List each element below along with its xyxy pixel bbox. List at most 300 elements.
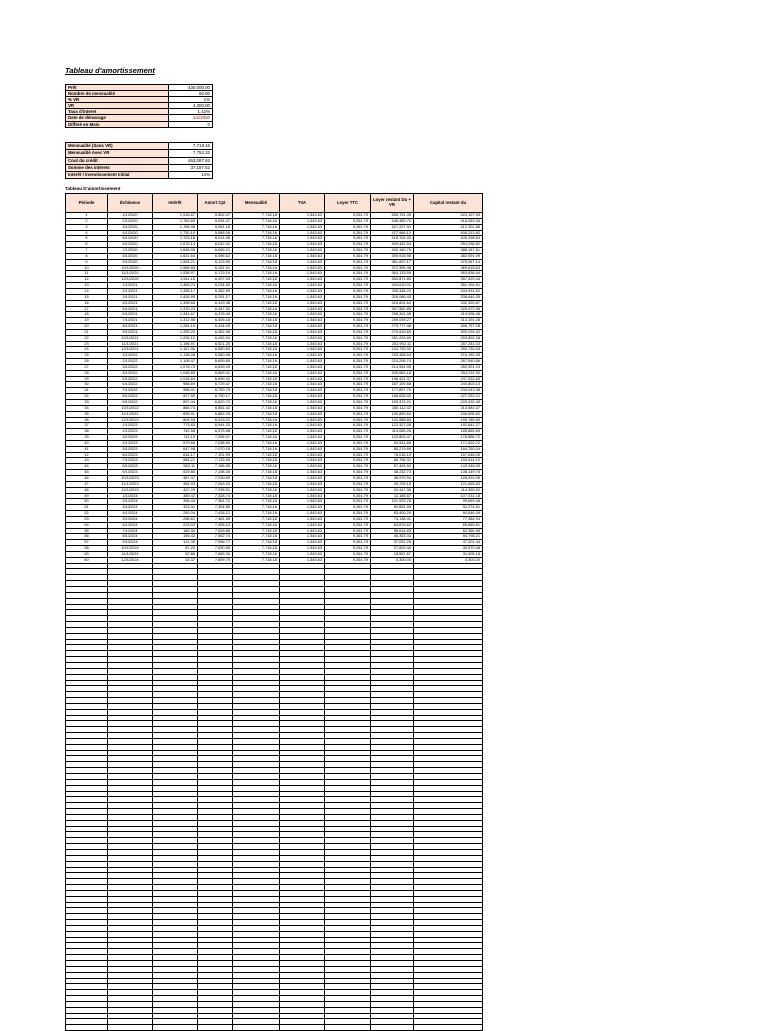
table-cell: 7,718.16 [233, 499, 280, 505]
table-cell: 2 [66, 218, 108, 224]
table-cell: 92,661.99 [371, 505, 414, 511]
table-cell: 1/1/2024 [108, 493, 153, 499]
table-cell: 2/1/2021 [108, 288, 153, 294]
table-cell: 1,543.63 [280, 224, 325, 230]
table-cell: 9,261.79 [325, 534, 371, 540]
table-cell: 9,261.79 [325, 370, 371, 376]
table-cell: 9,261.79 [325, 458, 371, 464]
table-cell: 121.39 [153, 540, 198, 546]
table-cell: 6,291.17 [198, 294, 233, 300]
table-cell: 9,261.79 [325, 528, 371, 534]
result-label: Mensualité (Sans VR) [66, 143, 169, 150]
table-cell: 10/1/2023 [108, 475, 153, 481]
table-cell: 958.41 [153, 388, 198, 394]
table-cell: 418,263.06 [414, 218, 483, 224]
table-cell: 1,676.14 [153, 242, 198, 248]
table-cell: 103,803.47 [371, 435, 414, 441]
table-cell: 1/1/2020 [108, 213, 153, 219]
table-cell: 9,261.79 [325, 364, 371, 370]
table-cell: 1,543.63 [280, 242, 325, 248]
table-cell: 10/1/2020 [108, 265, 153, 271]
table-cell: 7,038.50 [198, 440, 233, 446]
table-cell: 7,718.16 [233, 335, 280, 341]
table-cell: 290.04 [153, 511, 198, 517]
table-cell: 6,405.18 [198, 318, 233, 324]
table-cell: 18,567.67 [371, 551, 414, 557]
table-cell: 7,263.23 [198, 481, 233, 487]
table-cell: 9/1/2023 [108, 470, 153, 476]
table-cell: 92,274.61 [414, 505, 483, 511]
table-cell: 9,261.79 [325, 359, 371, 365]
table-cell: 20,447.36 [371, 487, 414, 493]
table-cell: 254,231.92 [414, 370, 483, 376]
table-cell: 143,348.05 [414, 464, 483, 470]
table-cell: 227,253.21 [414, 394, 483, 400]
table-cell: 7,718.16 [233, 347, 280, 353]
table-cell: 36 [66, 417, 108, 423]
table-cell: 64,876.62 [371, 522, 414, 528]
table-cell: 7,328.74 [198, 493, 233, 499]
table-cell: 7,718.16 [233, 388, 280, 394]
table-cell: 6,609.69 [198, 359, 233, 365]
table-cell: 66,756.31 [371, 458, 414, 464]
result-row [66, 172, 213, 179]
table-cell: 1,196.91 [153, 341, 198, 347]
table-cell: 7,718.16 [233, 300, 280, 306]
table-cell: 7,718.16 [233, 259, 280, 265]
result-value: 37,187.62 [169, 164, 213, 171]
table-cell: 4,300.00 [414, 557, 483, 563]
table-cell: 7,718.16 [233, 341, 280, 347]
table-cell: 83,400.20 [371, 511, 414, 517]
result-row [66, 157, 213, 164]
table-cell: 199,785.60 [414, 417, 483, 423]
table-cell: 1,543.63 [280, 405, 325, 411]
results-table [65, 142, 213, 179]
table-cell: 6,729.47 [198, 382, 233, 388]
table-cell: 87.20 [153, 546, 198, 552]
table-cell: 9,261.79 [325, 318, 371, 324]
table-cell: 12 [66, 277, 108, 283]
table-cell: 85,279.89 [371, 446, 414, 452]
table-cell: 37 [66, 423, 108, 429]
table-cell: 9,261.79 [325, 440, 371, 446]
result-value: 14% [169, 172, 213, 179]
table-cell: 16 [66, 300, 108, 306]
table-cell: 584.21 [153, 458, 198, 464]
table-cell: 363,636.44 [414, 271, 483, 277]
table-cell: 9,261.79 [325, 475, 371, 481]
amortization-subtitle: Tableau D'amortissement [65, 186, 121, 191]
table-cell: 7/1/2023 [108, 458, 153, 464]
table-cell: 24 [66, 347, 108, 353]
table-cell: 316,824.64 [371, 300, 414, 306]
table-cell: 38 [66, 429, 108, 435]
table-cell: 9,261.79 [325, 499, 371, 505]
table-cell: 7,718.16 [233, 283, 280, 289]
table-cell: 62,360.95 [414, 528, 483, 534]
empty-cell [414, 1025, 483, 1031]
table-cell: 1,284.16 [153, 324, 198, 330]
table-cell: 9,261.79 [325, 505, 371, 511]
table-cell: 6,096.52 [198, 253, 233, 259]
table-cell: 4/1/2022 [108, 370, 153, 376]
parameter-label: Nombre de mensualité [66, 91, 169, 97]
table-cell: 213,581.07 [414, 405, 483, 411]
table-cell: 927.99 [153, 394, 198, 400]
table-cell: 52 [66, 511, 108, 517]
table-cell: 279,777.48 [371, 324, 414, 330]
table-cell: 168,636.00 [371, 394, 414, 400]
table-cell: 44 [66, 464, 108, 470]
table-cell: 4/1/2024 [108, 511, 153, 517]
table-cell: 1,543.63 [280, 429, 325, 435]
table-cell: 220,432.49 [414, 400, 483, 406]
table-cell: 6,580.08 [198, 353, 233, 359]
table-cell: 326,086.43 [371, 294, 414, 300]
table-cell: 7/1/2024 [108, 528, 153, 534]
table-cell: 56 [66, 534, 108, 540]
table-cell: 406,313.82 [414, 230, 483, 236]
empty-cell [108, 1025, 153, 1031]
table-cell: 7,718.16 [233, 376, 280, 382]
table-cell: 6,975.58 [198, 429, 233, 435]
table-cell: 897.44 [153, 400, 198, 406]
table-cell: 9,261.79 [325, 248, 371, 254]
table-cell: 9,261.79 [325, 218, 371, 224]
result-value: 463,087.62 [169, 157, 213, 164]
table-cell: 59 [66, 551, 108, 557]
table-cell: 412,301.88 [414, 224, 483, 230]
table-cell: 7,718.16 [233, 236, 280, 242]
table-cell: 4,300.00 [371, 557, 414, 563]
table-cell: 164,750.04 [414, 446, 483, 452]
table-cell: 5,802.47 [198, 213, 233, 219]
table-cell: 6/1/2020 [108, 242, 153, 248]
table-cell: 9,261.79 [325, 522, 371, 528]
table-cell: 1,543.63 [280, 458, 325, 464]
table-cell: 189.30 [153, 528, 198, 534]
table-cell: 1,543.63 [280, 277, 325, 283]
parameters-table [65, 84, 213, 128]
table-cell: 223.03 [153, 522, 198, 528]
table-cell: 1,594.21 [153, 259, 198, 265]
table-cell: 247,532.60 [414, 376, 483, 382]
table-cell: 131,588.84 [371, 417, 414, 423]
empty-cell [233, 1025, 280, 1031]
table-cell: 2/1/2022 [108, 359, 153, 365]
parameter-value: 60.00 [169, 91, 213, 97]
table-cell: 409,442.54 [371, 242, 414, 248]
empty-cell [280, 1025, 325, 1031]
table-cell: 388,187.61 [414, 248, 483, 254]
table-cell: 1,543.63 [280, 318, 325, 324]
table-cell: 1,543.63 [280, 347, 325, 353]
table-cell: 7,718.16 [233, 528, 280, 534]
table-cell: 6,639.43 [198, 364, 233, 370]
table-cell: 7,665.30 [198, 551, 233, 557]
table-cell: 5/1/2022 [108, 376, 153, 382]
column-header: Intérêt [153, 194, 198, 213]
table-cell: 7,718.16 [233, 505, 280, 511]
table-cell: 1,426.99 [153, 294, 198, 300]
table-cell: 150,112.42 [371, 405, 414, 411]
table-cell: 15 [66, 294, 108, 300]
column-header: TVA [280, 194, 325, 213]
table-cell: 1,648.95 [153, 248, 198, 254]
table-cell: 9/1/2024 [108, 540, 153, 546]
table-cell: 6,790.17 [198, 394, 233, 400]
table-cell: 6,882.25 [198, 411, 233, 417]
table-cell: 35 [66, 411, 108, 417]
table-cell: 48,232.73 [371, 470, 414, 476]
table-cell: 3/1/2020 [108, 224, 153, 230]
table-cell: 54 [66, 522, 108, 528]
table-cell: 335,348.22 [371, 288, 414, 294]
table-cell: 29 [66, 376, 108, 382]
table-cell: 6,234.93 [198, 283, 233, 289]
table-cell: 177,897.79 [371, 388, 414, 394]
table-cell: 9,261.79 [325, 417, 371, 423]
table-cell: 1,543.63 [280, 493, 325, 499]
table-cell: 9/1/2022 [108, 400, 153, 406]
table-cell: 214,944.95 [371, 364, 414, 370]
table-cell: 9,261.79 [325, 347, 371, 353]
table-cell: 9,261.79 [325, 493, 371, 499]
table-cell: 363,133.59 [371, 271, 414, 277]
table-cell: 742.58 [153, 429, 198, 435]
table-cell: 1,543.63 [280, 283, 325, 289]
table-cell: 69,889.81 [414, 522, 483, 528]
table-cell: 9,261.79 [325, 394, 371, 400]
column-header: Période [66, 194, 108, 213]
table-cell: 6,669.31 [198, 370, 233, 376]
table-cell: 9,261.79 [325, 329, 371, 335]
table-cell: 46 [66, 475, 108, 481]
table-cell: 7,166.05 [198, 464, 233, 470]
table-cell: 1,543.63 [280, 230, 325, 236]
table-cell: 1,543.63 [280, 353, 325, 359]
result-row [66, 164, 213, 171]
table-cell: 1,167.56 [153, 347, 198, 353]
table-cell: 7,428.12 [198, 511, 233, 517]
table-cell: 6,123.95 [198, 259, 233, 265]
table-cell: 1,370.24 [153, 306, 198, 312]
table-cell: 1,543.63 [280, 312, 325, 318]
table-cell: 7,718.16 [233, 288, 280, 294]
table-cell: 8/1/2021 [108, 324, 153, 330]
table-cell: 9,261.79 [325, 481, 371, 487]
table-cell: 1,483.23 [153, 283, 198, 289]
table-cell: 1,543.63 [280, 236, 325, 242]
table-cell: 319,596.46 [414, 312, 483, 318]
table-cell: 76,018.10 [371, 452, 414, 458]
table-cell: 1,543.63 [280, 540, 325, 546]
table-cell: 7,133.95 [198, 458, 233, 464]
table-cell: 11/1/2020 [108, 271, 153, 277]
table-cell: 7,718.16 [233, 382, 280, 388]
table-cell: 45 [66, 470, 108, 476]
table-cell: 446,489.70 [371, 218, 414, 224]
column-header: Loyer TTC [325, 194, 371, 213]
table-cell: 6,014.98 [198, 236, 233, 242]
table-cell: 356.44 [153, 499, 198, 505]
table-cell: 9,261.79 [325, 405, 371, 411]
table-cell: 6,550.60 [198, 347, 233, 353]
table-cell: 427,966.12 [371, 230, 414, 236]
column-header: Échéance [108, 194, 153, 213]
table-cell: 1,312.98 [153, 318, 198, 324]
amortization-table [65, 193, 483, 1031]
table-cell: 424,197.53 [414, 213, 483, 219]
table-cell: 1,543.63 [280, 487, 325, 493]
table-cell: 7,718.16 [233, 458, 280, 464]
table-cell: 7,718.16 [233, 306, 280, 312]
table-cell: 7,718.16 [233, 253, 280, 259]
table-cell: 136,149.75 [414, 470, 483, 476]
table-cell: 1,543.63 [280, 534, 325, 540]
table-cell: 38,970.94 [371, 475, 414, 481]
table-cell: 94,541.68 [371, 440, 414, 446]
table-cell: 1,543.63 [280, 400, 325, 406]
table-cell: 7,718.16 [233, 353, 280, 359]
table-cell: 9,261.79 [325, 446, 371, 452]
table-cell: 251,992.11 [371, 341, 414, 347]
table-cell: 7,718.16 [233, 394, 280, 400]
table-cell: 1,730.10 [153, 230, 198, 236]
table-cell: 1,543.63 [280, 481, 325, 487]
table-cell: 9,261.79 [325, 551, 371, 557]
table-cell: 256.61 [153, 516, 198, 522]
table-cell: 519.86 [153, 470, 198, 476]
table-cell: 455,751.49 [371, 213, 414, 219]
table-cell: 1,756.98 [153, 224, 198, 230]
table-cell: 1,341.67 [153, 312, 198, 318]
table-cell: 9,261.79 [325, 335, 371, 341]
table-cell: 7,718.16 [233, 318, 280, 324]
table-cell: 26 [66, 359, 108, 365]
page-title: Tableau d'amortissement [65, 66, 155, 75]
table-cell: 267,540.66 [414, 359, 483, 365]
table-cell: 1,255.20 [153, 329, 198, 335]
table-cell: 5,988.06 [198, 230, 233, 236]
table-cell: 11,185.57 [371, 493, 414, 499]
table-cell: 344,610.01 [371, 283, 414, 289]
table-cell: 422.25 [153, 487, 198, 493]
table-cell: 274,150.35 [414, 353, 483, 359]
table-cell: 1,543.63 [280, 306, 325, 312]
table-cell: 1,543.63 [280, 364, 325, 370]
table-cell: 7,394.85 [198, 505, 233, 511]
table-cell: 1,511.16 [153, 277, 198, 283]
table-cell: 6,042.02 [198, 242, 233, 248]
parameter-value: 430,000.00 [169, 85, 213, 91]
table-cell: 7,718.16 [233, 248, 280, 254]
table-cell: 1,398.68 [153, 300, 198, 306]
table-cell: 9,261.79 [325, 277, 371, 283]
table-cell: 6,151.51 [198, 265, 233, 271]
table-cell: 58 [66, 546, 108, 552]
table-cell: 1,566.65 [153, 265, 198, 271]
table-cell: 60 [66, 557, 108, 563]
table-cell: 357,429.44 [414, 277, 483, 283]
table-cell: 400,180.75 [371, 248, 414, 254]
table-cell: 7,718.16 [233, 400, 280, 406]
table-cell: 280,730.43 [414, 347, 483, 353]
column-header: Amort Cpt [198, 194, 233, 213]
table-cell: 6,069.21 [198, 248, 233, 254]
table-cell: 1,543.63 [280, 218, 325, 224]
table-cell: 1,543.63 [280, 470, 325, 476]
table-cell: 394,256.82 [414, 242, 483, 248]
table-cell: 4/1/2021 [108, 300, 153, 306]
table-cell: 552.11 [153, 464, 198, 470]
table-cell: 804.94 [153, 417, 198, 423]
table-cell: 9,261.79 [325, 242, 371, 248]
table-cell: 7,230.69 [198, 475, 233, 481]
table-cell: 7,718.16 [233, 265, 280, 271]
table-cell: 988.69 [153, 382, 198, 388]
table-cell: 1 [66, 213, 108, 219]
table-cell: 9,261.79 [325, 411, 371, 417]
table-cell: 49 [66, 493, 108, 499]
table-cell: 6,851.42 [198, 405, 233, 411]
table-cell: 34 [66, 405, 108, 411]
table-cell: 39,570.48 [414, 546, 483, 552]
table-cell: 11/1/2022 [108, 411, 153, 417]
table-cell: 2/1/2020 [108, 218, 153, 224]
table-cell: 233,468.53 [371, 353, 414, 359]
table-cell: 7,361.72 [198, 499, 233, 505]
table-cell: 9,261.79 [325, 452, 371, 458]
table-cell: 159,374.21 [371, 400, 414, 406]
table-cell: 240,803.13 [414, 382, 483, 388]
table-cell: 30 [66, 382, 108, 388]
table-cell: 1,226.12 [153, 335, 198, 341]
table-cell: 9,261.79 [325, 271, 371, 277]
table-cell: 7,562.74 [198, 534, 233, 540]
table-cell: 1,543.63 [280, 329, 325, 335]
table-cell: 7,718.16 [233, 242, 280, 248]
table-cell: 9,261.79 [325, 230, 371, 236]
table-cell: 19 [66, 318, 108, 324]
table-cell: 1,543.63 [280, 505, 325, 511]
table-cell: 7,596.77 [198, 540, 233, 546]
table-cell: 178,858.72 [414, 435, 483, 441]
table-cell: 1,543.63 [280, 551, 325, 557]
table-cell: 7/1/2022 [108, 388, 153, 394]
table-cell: 1,543.63 [280, 265, 325, 271]
table-cell: 10 [66, 265, 108, 271]
table-cell: 7,718.16 [233, 277, 280, 283]
parameter-label: Prêt [66, 85, 169, 91]
table-cell: 234,043.38 [414, 388, 483, 394]
table-cell: 6/1/2024 [108, 522, 153, 528]
table-cell: 7,006.97 [198, 435, 233, 441]
table-cell: 3/1/2021 [108, 294, 153, 300]
table-cell: 122,327.05 [371, 423, 414, 429]
table-cell: 10/1/2022 [108, 405, 153, 411]
table-cell: 9,261.79 [325, 294, 371, 300]
table-cell: 260,901.23 [414, 364, 483, 370]
table-cell: 9,261.79 [325, 353, 371, 359]
table-cell: 9,261.79 [325, 429, 371, 435]
table-cell: 1,916.67 [153, 213, 198, 219]
table-cell: 390,918.96 [371, 253, 414, 259]
table-cell: 74,138.41 [371, 516, 414, 522]
table-cell: 6,179.19 [198, 271, 233, 277]
table-cell: 389.42 [153, 493, 198, 499]
